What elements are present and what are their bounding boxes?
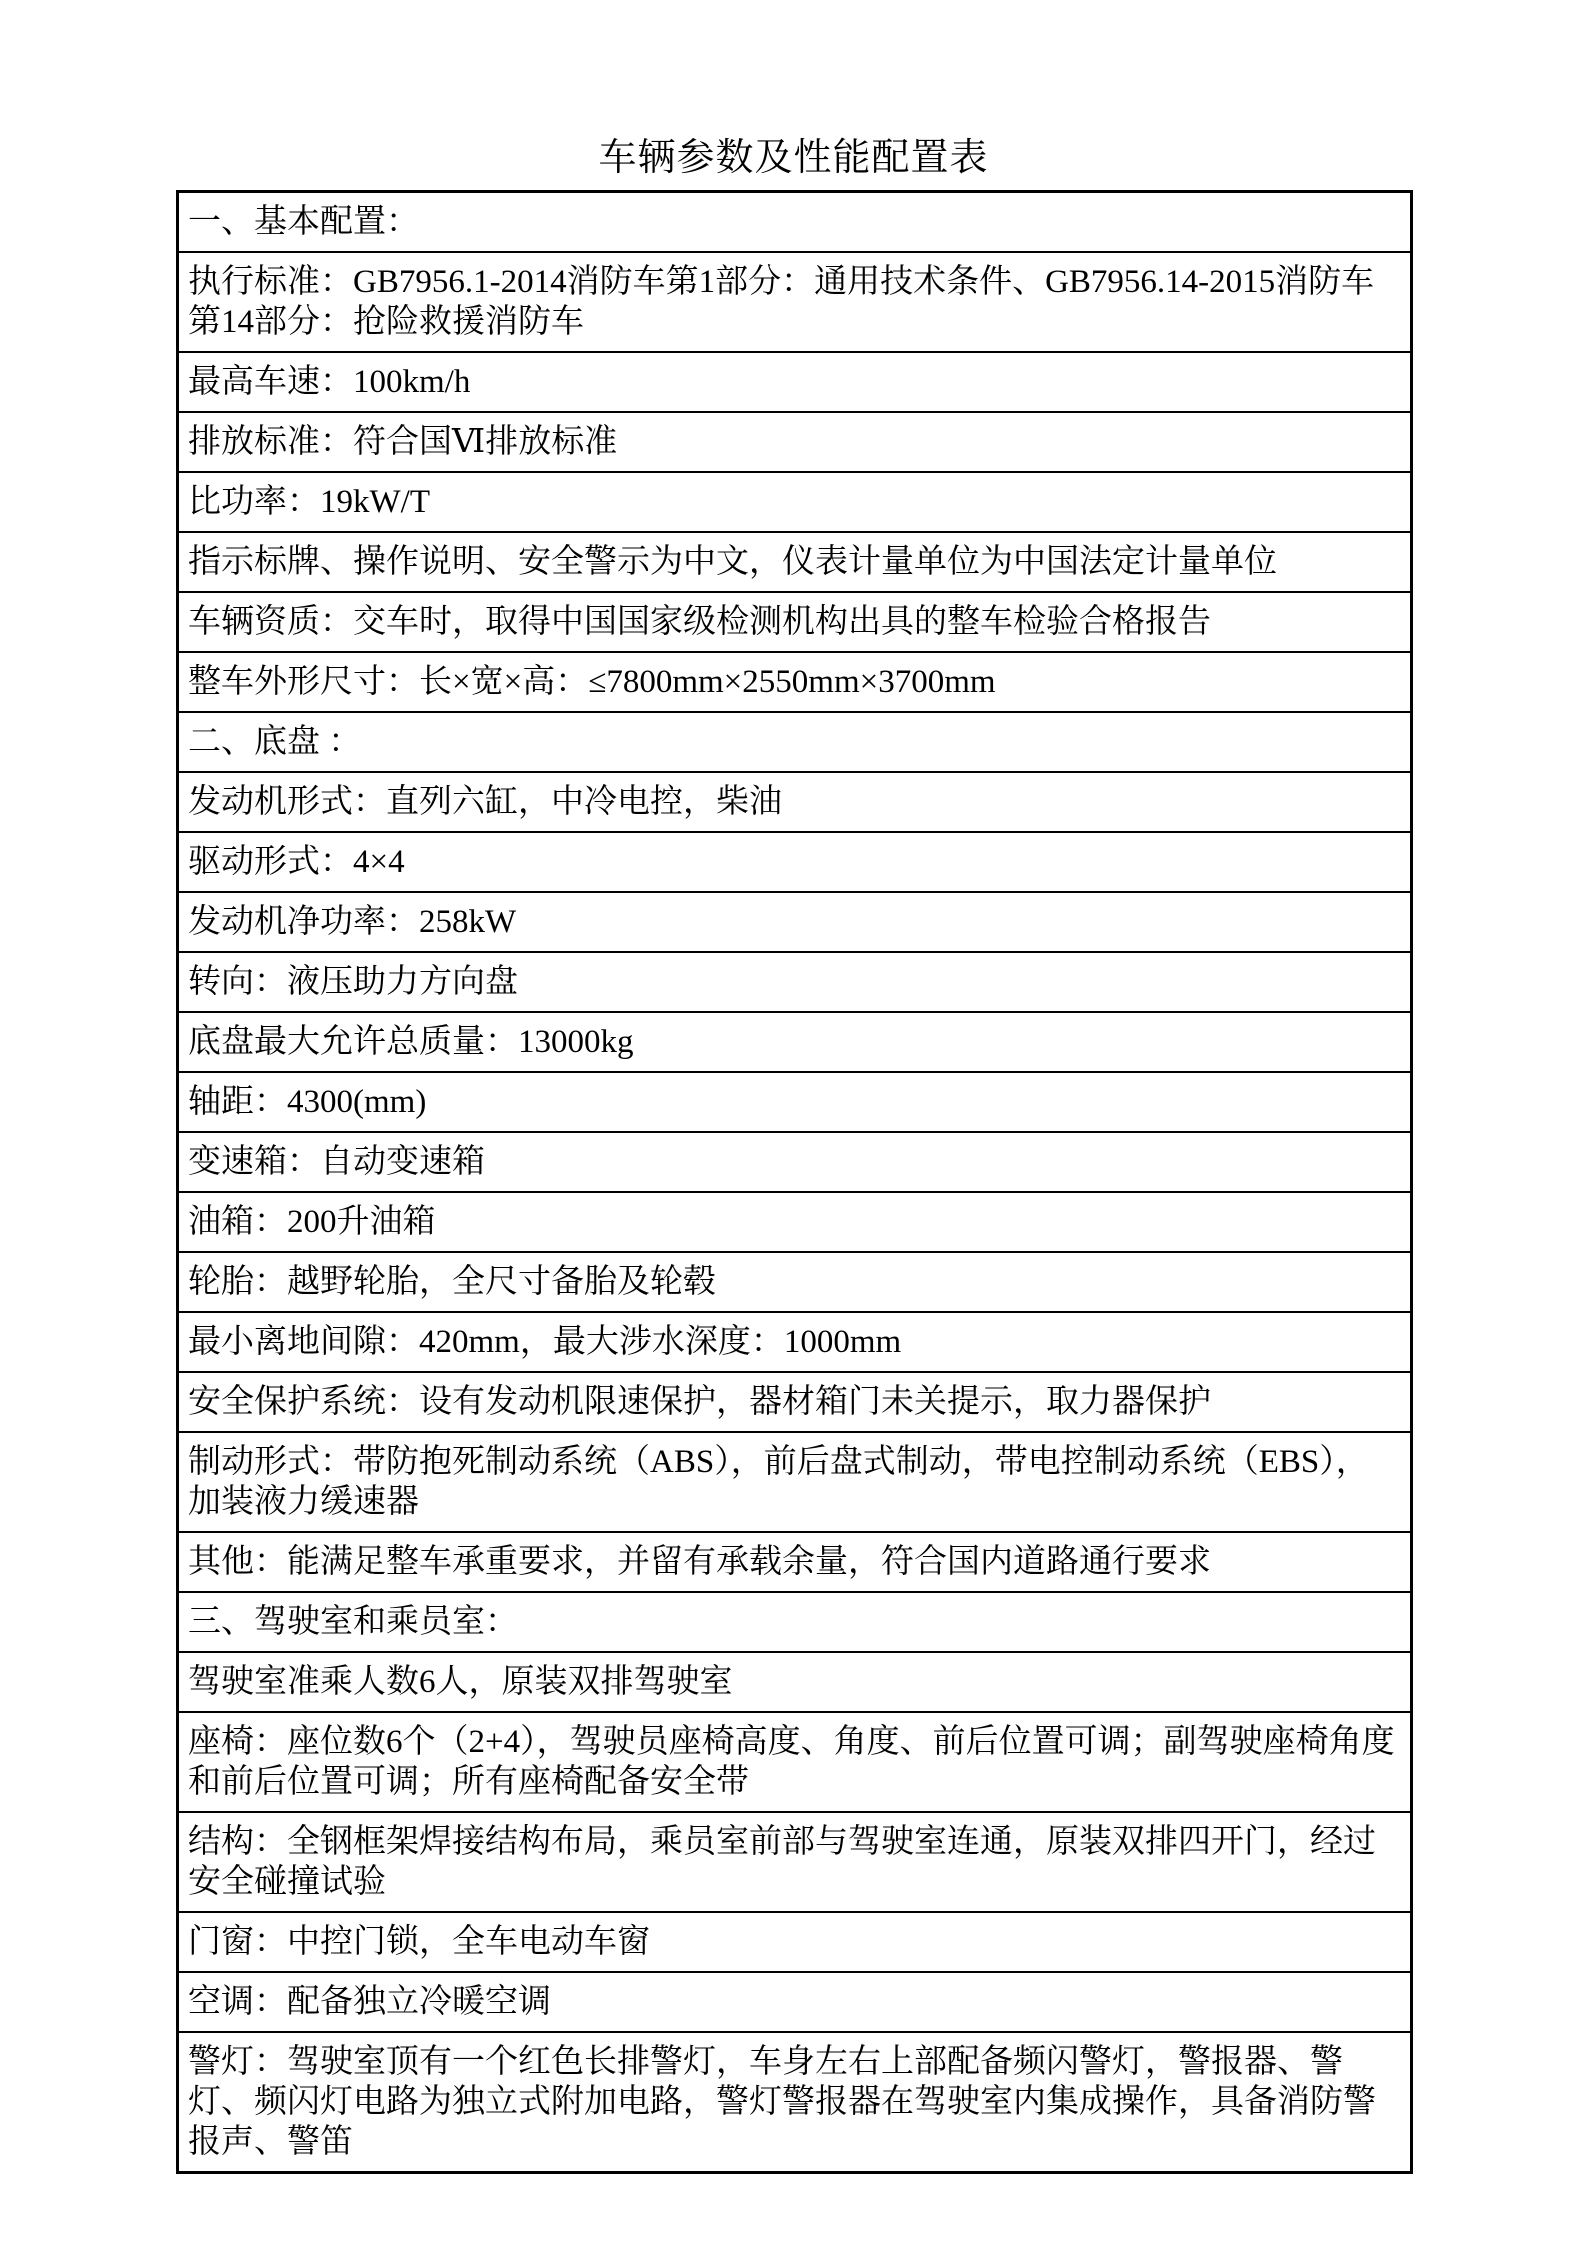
spec-row: 排放标准：符合国Ⅵ排放标准 [179, 411, 1410, 471]
spec-row: 结构：全钢框架焊接结构布局，乘员室前部与驾驶室连通，原装双排四开门，经过安全碰撞试验 [179, 1811, 1410, 1911]
spec-row: 最高车速：100km/h [179, 351, 1410, 411]
spec-row: 驾驶室准乘人数6人，原装双排驾驶室 [179, 1651, 1410, 1711]
spec-row: 整车外形尺寸：长×宽×高：≤7800mm×2550mm×3700mm [179, 651, 1410, 711]
spec-row: 底盘最大允许总质量：13000kg [179, 1011, 1410, 1071]
spec-row: 驱动形式：4×4 [179, 831, 1410, 891]
spec-row: 指示标牌、操作说明、安全警示为中文，仪表计量单位为中国法定计量单位 [179, 531, 1410, 591]
spec-row: 最小离地间隙：420mm，最大涉水深度：1000mm [179, 1311, 1410, 1371]
spec-row: 制动形式：带防抱死制动系统（ABS），前后盘式制动，带电控制动系统（EBS），加装液力缓速器 [179, 1431, 1410, 1531]
spec-row: 空调：配备独立冷暖空调 [179, 1971, 1410, 2031]
spec-row: 车辆资质：交车时，取得中国国家级检测机构出具的整车检验合格报告 [179, 591, 1410, 651]
spec-row: 安全保护系统：设有发动机限速保护，器材箱门未关提示，取力器保护 [179, 1371, 1410, 1431]
spec-row: 轮胎：越野轮胎，全尺寸备胎及轮毂 [179, 1251, 1410, 1311]
section-row: 三、驾驶室和乘员室： [179, 1591, 1410, 1651]
spec-row: 变速箱：自动变速箱 [179, 1131, 1410, 1191]
spec-row: 轴距：4300(mm) [179, 1071, 1410, 1131]
spec-row: 发动机净功率：258kW [179, 891, 1410, 951]
spec-table [176, 190, 1413, 2174]
section-row: 二、底盘 ： [179, 711, 1410, 771]
page-title: 车辆参数及性能配置表 [598, 137, 989, 179]
spec-row: 油箱：200升油箱 [179, 1191, 1410, 1251]
spec-row: 转向：液压助力方向盘 [179, 951, 1410, 1011]
section-row: 一、基本配置： [188, 204, 419, 240]
spec-row: 门窗：中控门锁，全车电动车窗 [179, 1911, 1410, 1971]
spec-row: 其他：能满足整车承重要求，并留有承载余量，符合国内道路通行要求 [179, 1531, 1410, 1591]
spec-row: 发动机形式：直列六缸，中冷电控，柴油 [179, 771, 1410, 831]
spec-row: 执行标准：GB7956.1-2014消防车第1部分：通用技术条件、GB7956.14-2015消防车第14部分：抢险救援消防车 [179, 251, 1410, 351]
spec-row: 警灯：驾驶室顶有一个红色长排警灯，车身左右上部配备频闪警灯，警报器、警灯、频闪灯电路为独立式附加电路，警灯警报器在驾驶室内集成操作，具备消防警报声、警笛 [179, 2031, 1410, 2171]
spec-row: 座椅：座位数6个（2+4），驾驶员座椅高度、角度、前后位置可调；副驾驶座椅角度和前后位置可调；所有座椅配备安全带 [179, 1711, 1410, 1811]
spec-row: 比功率：19kW/T [179, 471, 1410, 531]
